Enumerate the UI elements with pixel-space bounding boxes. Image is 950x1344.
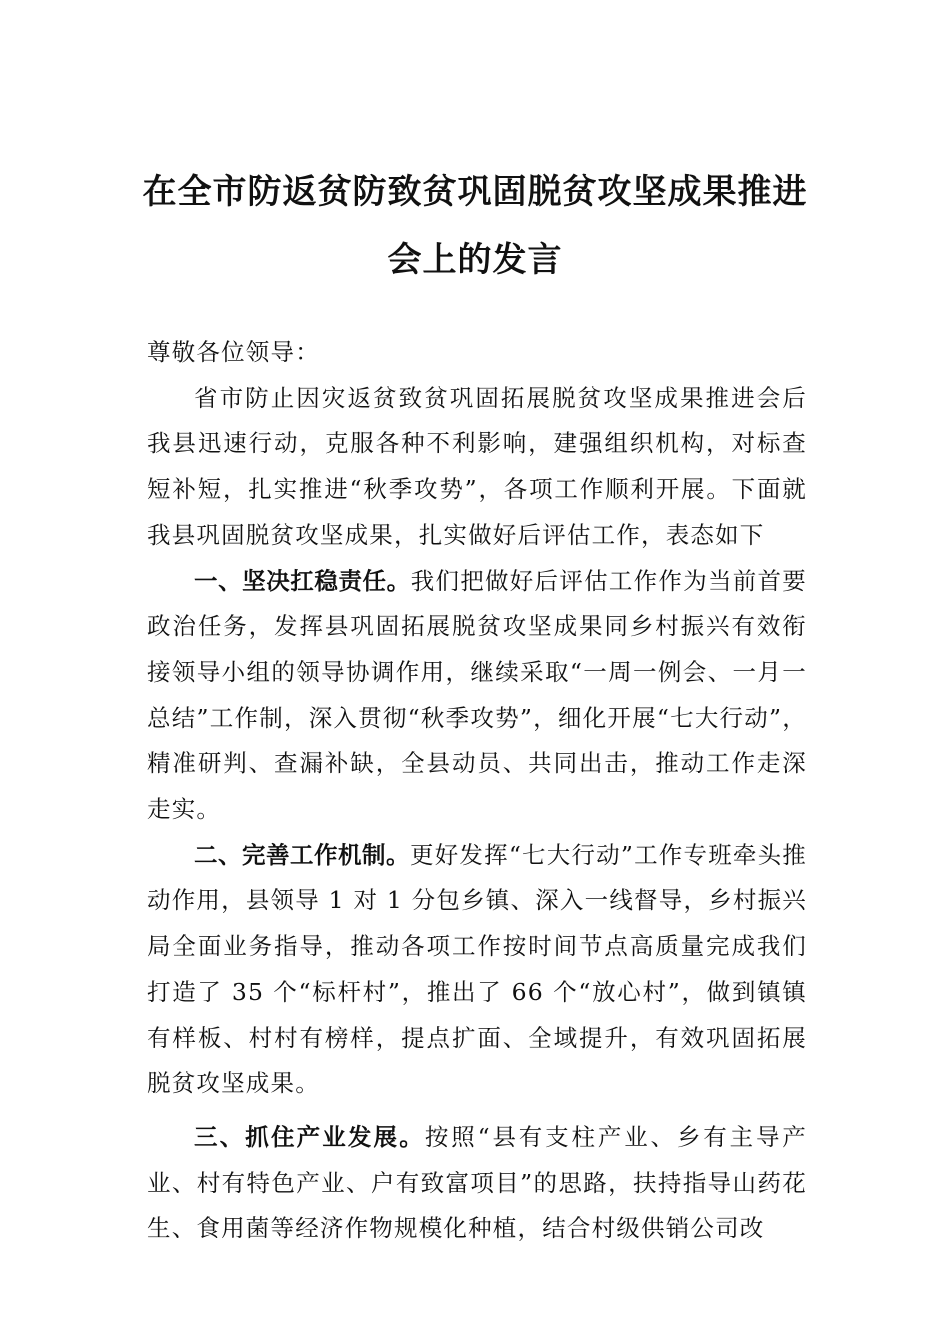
section-text-1: 我们把做好后评估工作作为当前首要政治任务，发挥县巩固拓展脱贫攻坚成果同乡村振兴有效衔接领导小组的领导协调作用，继续采取“一周一例会、一月一总结”工作制，深入贯彻“秋季攻势”，细化开展“七大行动”，精准研判、查漏补缺，全县动员、共同出击，推动工作走深走实。 — [147, 566, 808, 824]
document-title: 在全市防返贫防致贫巩固脱贫攻坚成果推进会上的发言 — [142, 172, 808, 280]
section-paragraph-3 — [147, 1115, 807, 1252]
section-paragraph-1 — [147, 559, 807, 833]
section-text-3: 按照“县有支柱产业、乡有主导产业、村有特色产业、户有致富项目”的思路，扶持指导山药花生、食用菌等经济作物规模化种植，结合村级供销公司改 — [147, 1122, 808, 1243]
section-heading-1: 一、坚决扛稳责任。 — [194, 566, 411, 595]
section-text-2: 更好发挥“七大行动”工作专班牵头推动作用，县领导 1 对 1 分包乡镇、深入一线督导，乡村振兴局全面业务指导，推动各项工作按时间节点高质量完成我们打造了 35 个“标杆村”，推出了 66 个“放心村”，做到镇镇有样板、村村有榜样，提点扩面、全域提升，有效巩固拓展脱贫攻坚成果。 — [147, 840, 807, 1098]
section-heading-3: 三、抓住产业发展。 — [194, 1122, 425, 1151]
section-heading-2: 二、完善工作机制。 — [194, 840, 411, 869]
section-paragraph-2 — [147, 833, 807, 1107]
salutation: 尊敬各位领导： — [147, 338, 320, 366]
intro-paragraph: 省市防止因灾返贫致贫巩固拓展脱贫攻坚成果推进会后我县迅速行动，克服各种不利影响，建强组织机构，对标查短补短，扎实推进“秋季攻势”，各项工作顺利开展。下面就我县巩固脱贫攻坚成果，扎实做好后评估工作，表态如下 — [147, 383, 807, 549]
document-body — [147, 330, 807, 1252]
